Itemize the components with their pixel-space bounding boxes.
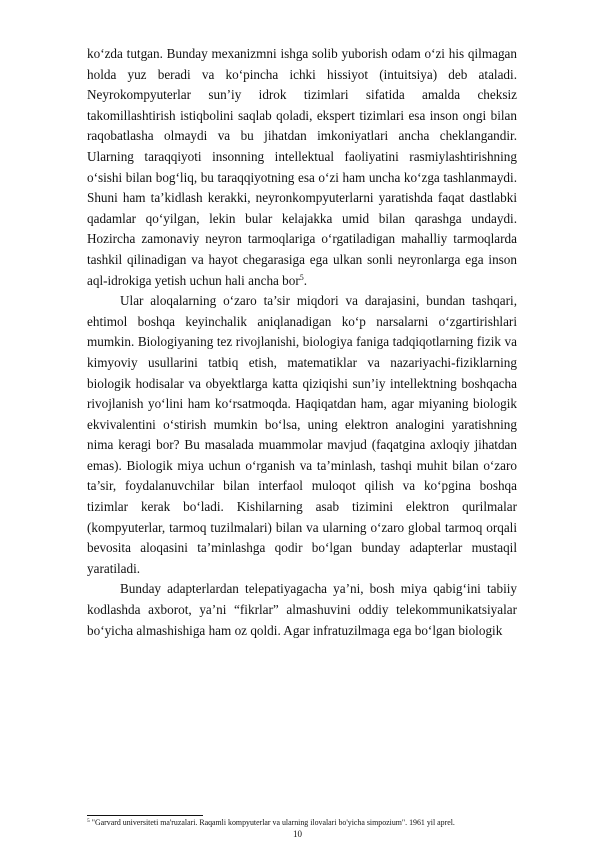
paragraph-1-tail: . <box>303 272 308 288</box>
paragraph-3-text: Bunday adapterlardan telepatiyagacha ya’ni, bosh miya qabig‘ini tabiiy kodlashda axborot, ya’ni “fikrlar” almashuvini oddiy telekommunikatsiyalar bo‘yicha almashishiga ham oz qoldi. Agar infratuzilmaga ega bo‘lgan biologik <box>87 581 517 638</box>
footnote <box>87 818 537 828</box>
page-number: 10 <box>293 829 302 839</box>
footnote-text: "Garvard universiteti ma'ruzalari. Raqamli kompyuterlar va ularning ilovalari bo'yicha simpozium". 1961 yil aprel. <box>89 818 455 827</box>
footnote-divider <box>87 815 203 816</box>
paragraph-3 <box>87 579 517 641</box>
paragraph-1 <box>87 44 517 291</box>
footnote-reference[interactable]: 5 <box>299 272 304 282</box>
paragraph-2-text: Ular aloqalarning o‘zaro ta’sir miqdori va darajasini, bundan tashqari, ehtimol boshqa keyinchalik aniqlanadigan ko‘p narsalarni o‘zgartirishlari mumkin. Biologiyaning tez rivojlanishi, biologiya faniga tadqiqotlarning fizik va kimyoviy usullarini tatbiq etish, matematiklar va nazariyachi-fiziklarning biologik hodisalar va obyektlarga katta qiziqishi sun’iy intellektning boshqacha rivojlanish yo‘lini ham ko‘rsatmoqda. Haqiqatdan ham, agar miyaning biologik ekvivalentini o‘stirish mumkin bo‘lsa, uning elektron analogini yaratishning nima keragi bor? Bu masalada muammolar mavjud (faqatgina axloqiy jihatdan emas). Biologik miya uchun o‘rganish va ta’minlash, tashqi muhit bilan o‘zaro ta’sir, foydalanuvchilar bilan interfaol muloqot qilish va ko‘pgina boshqa tizimlar kerak bo‘ladi. Kishilarning asab tizimini elektron qurilmalar (kompyuterlar, tarmoq tuzilmalari) bilan va ularning o‘zaro global tarmoq orqali bevosita aloqasini ta’minlashga qodir bo‘lgan bunday adapterlar mustaqil yaratiladi. <box>87 293 517 576</box>
footnote-marker: 5 <box>87 818 90 824</box>
paragraph-2 <box>87 291 517 579</box>
body-text <box>87 44 517 641</box>
paragraph-1-text: ko‘zda tutgan. Bunday mexanizmni ishga solib yuborish odam o‘zi his qilmagan holda yuz beradi va ko‘pincha ichki hissiyot (intuitsiya) deb ataladi. Neyrokompyuterlar sun’iy idrok tizimlari sifatida amalda cheksiz takomillashtirish istiqbolini saqlab qoladi, ekspert tizimlari esa inson ongi bilan raqobatlasha olmaydi va bu jihatdan imkoniyatlari ancha cheklangandir. Ularning taraqqiyoti insonning intellektual faoliyatini rasmiylashtirishning o‘sishi bilan bog‘liq, bu taraqqiyotning esa o‘zi ham uncha ko‘zga tashlanmaydi. Shuni ham ta’kidlash kerakki, neyronkompyuterlarni yaratishda faqat dastlabki qadamlar qo‘yilgan, lekin bular kelajakka umid bilan qarashga undaydi. Hozircha zamonaviy neyron tarmoqlariga o‘rgatiladigan mahalliy tarmoqlarda tashkil qilinadigan va hayot chegarasiga ega ulkan sonli neyronlarga ega inson aql-idrokiga yetish uchun hali ancha bor <box>87 46 517 288</box>
